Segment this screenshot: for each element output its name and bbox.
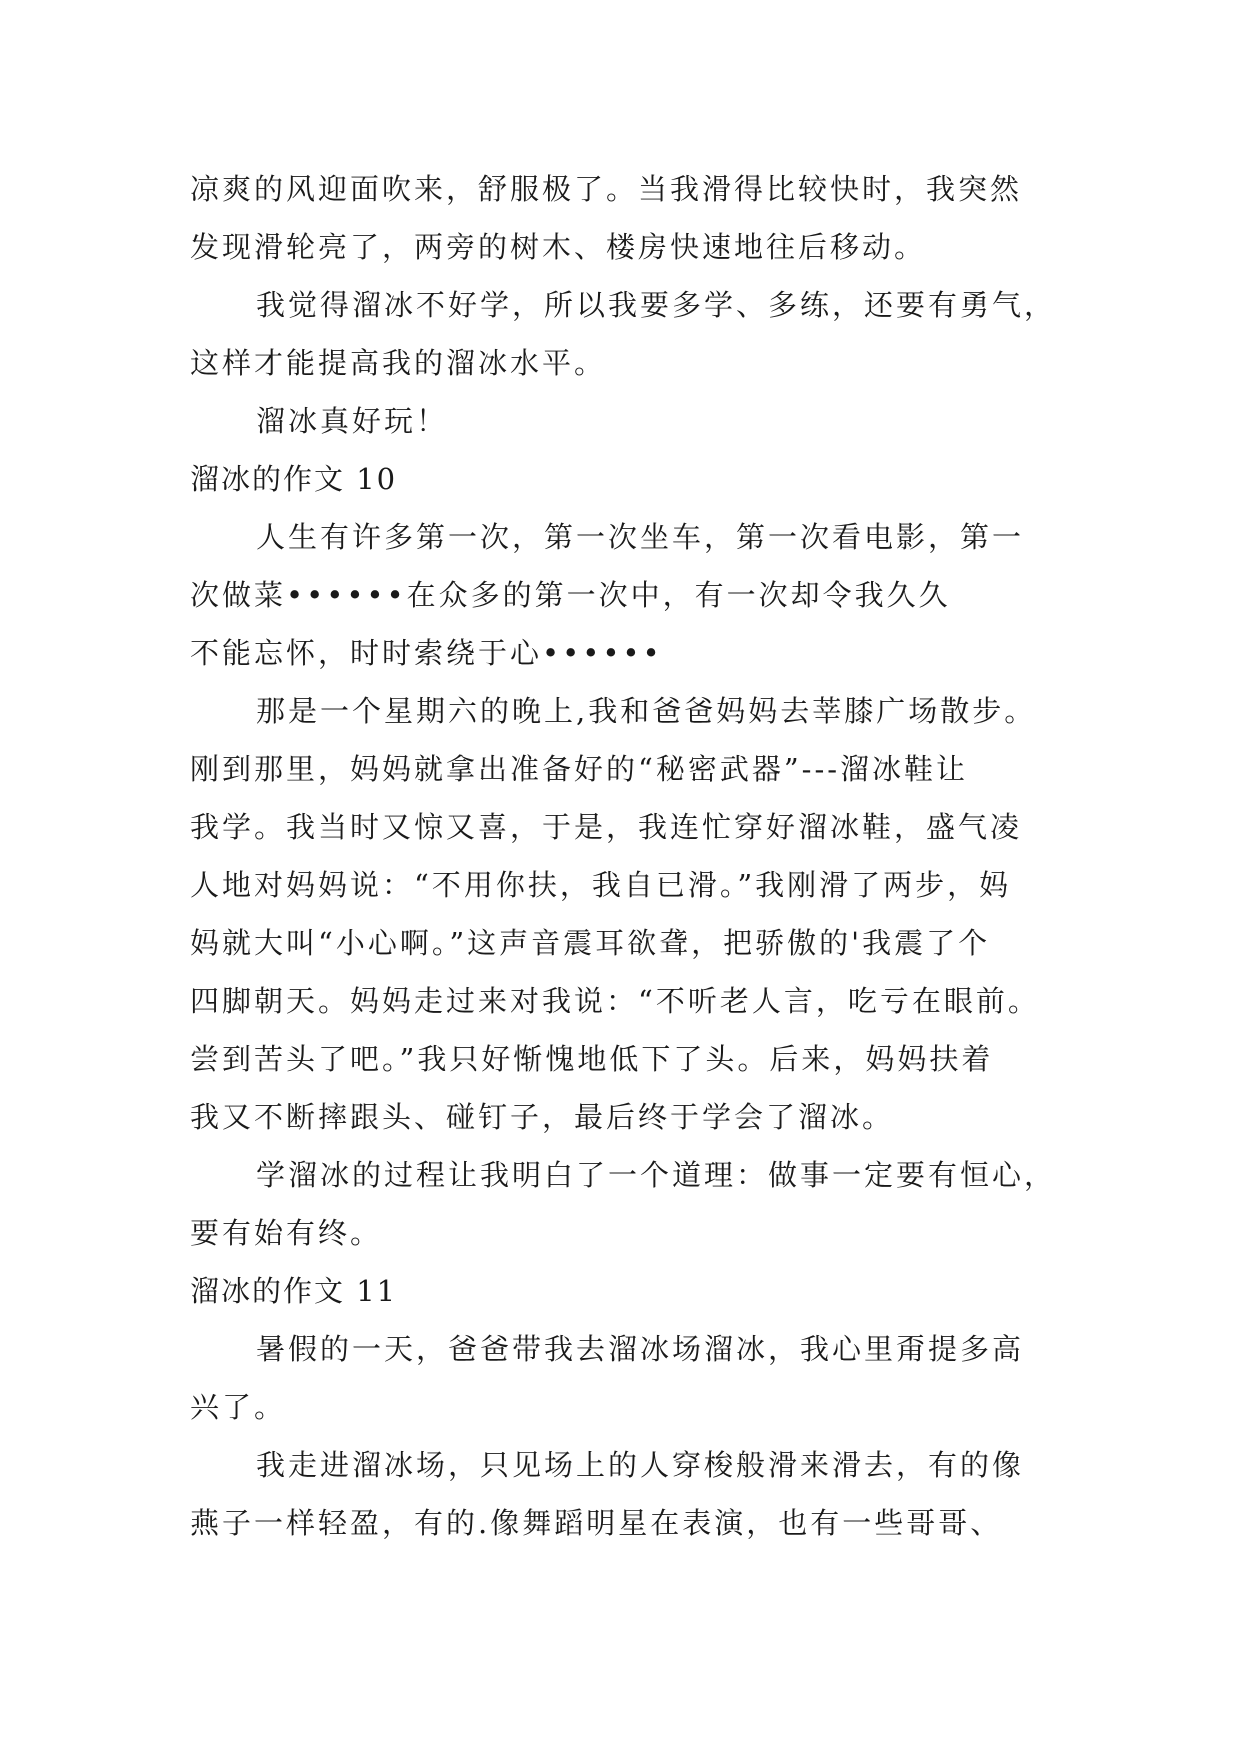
text-line: 次做菜••••••在众多的第一次中，有一次却令我久久 [190, 578, 951, 612]
text-line: 我觉得溜冰不好学，所以我要多学、多练，还要有勇气， [256, 288, 1057, 322]
text-line: 不能忘怀，时时索绕于心•••••• [190, 636, 663, 670]
text-line: 四脚朝天。妈妈走过来对我说：“不听老人言，吃亏在眼前。 [190, 984, 1040, 1018]
text-line: 妈就大叫“小心啊。”这声音震耳欲聋，把骄傲的'我震了个 [190, 926, 991, 960]
text-line: 暑假的一天，爸爸带我去溜冰场溜冰，我心里甭提多高 [256, 1332, 1025, 1366]
text-line: 我学。我当时又惊又喜，于是，我连忙穿好溜冰鞋，盛气凌 [190, 810, 1023, 844]
text-line: 发现滑轮亮了，两旁的树木、楼房快速地往后移动。 [190, 230, 927, 264]
text-line: 兴了。 [190, 1390, 287, 1424]
text-line: 我走进溜冰场，只见场上的人穿梭般滑来滑去，有的像 [256, 1448, 1025, 1482]
text-line: 溜冰真好玩！ [256, 404, 449, 438]
text-line: 那是一个星期六的晚上,我和爸爸妈妈去莘膝广场散步。 [256, 694, 1037, 728]
text-line: 燕子一样轻盈，有的.像舞蹈明星在表演，也有一些哥哥、 [190, 1506, 1003, 1540]
section-heading: 溜冰的作文 11 [190, 1274, 398, 1308]
text-line: 人生有许多第一次，第一次坐车，第一次看电影，第一 [256, 520, 1025, 554]
document-body [190, 160, 1070, 1552]
section-heading: 溜冰的作文 10 [190, 462, 398, 496]
text-line: 我又不断摔跟头、碰钉子，最后终于学会了溜冰。 [190, 1100, 895, 1134]
text-line: 要有始有终。 [190, 1216, 383, 1250]
text-line: 这样才能提高我的溜冰水平。 [190, 346, 607, 380]
text-line: 人地对妈妈说：“不用你扶，我自已滑。”我刚滑了两步，妈 [190, 868, 1012, 902]
text-line: 凉爽的风迎面吹来，舒服极了。当我滑得比较快时，我突然 [190, 172, 1023, 206]
text-line: 学溜冰的过程让我明白了一个道理：做事一定要有恒心， [256, 1158, 1057, 1192]
text-line: 尝到苦头了吧。”我只好惭愧地低下了头。后来，妈妈扶着 [190, 1042, 994, 1076]
text-line: 刚到那里，妈妈就拿出准备好的“秘密武器”---溜冰鞋让 [190, 752, 969, 786]
